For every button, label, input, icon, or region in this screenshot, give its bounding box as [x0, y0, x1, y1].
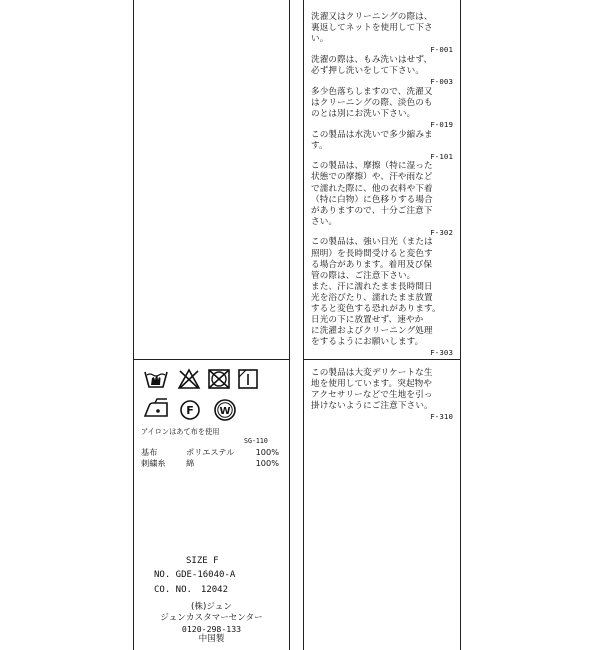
care-note-text: 洗濯の際は、もみ洗いはせず、 必ず押し洗いをして下さい。	[311, 54, 433, 76]
care-note	[311, 237, 455, 358]
phone-number: 0120-298-133	[181, 624, 242, 634]
care-note-text: 多少色落ちしますので、洗濯又 はクリーニングの際、淡色のも のとは別にお洗い下さい。	[311, 86, 433, 119]
country-of-origin: 中国製	[198, 634, 225, 644]
company-name: (株)ジュン	[191, 602, 232, 612]
customer-center: ジュンカスタマーセンター	[160, 613, 263, 623]
fabric-percent: 100%	[255, 457, 279, 468]
fabric-material: ポリエステル	[186, 447, 235, 457]
no-bleach-icon	[177, 368, 201, 390]
dry-clean-letter: F	[186, 404, 194, 417]
fabric-material: 綿	[186, 457, 195, 468]
care-symbols	[141, 368, 281, 432]
color-number: CO. NO. 12042	[154, 585, 229, 595]
delicate-note	[311, 368, 455, 422]
care-note-text: この製品は、摩擦（特に湿った 状態での摩擦）や、汗や雨など で濡れた際に、他の衣料や下着 （特に白物）に色移りする場合 がありますので、十分ご注意下 さい。	[311, 161, 433, 227]
care-note-text: この製品は、強い日光（または 照明）を長時間受けると変色す る場合があります。着用及び保 管の際は、ご注意下さい。 また、汗に濡れたまま長時間日 光を浴びたり、濡れたまま放置 すると変色する恐れがあります。 日光の下に放置せず、速やか に洗濯およびクリーニング処理 をするようにお願いします。	[311, 237, 441, 348]
care-note-text: この製品は大変デリケートな生 地を使用しています。突起物や アクセサリーなどで生地を引っ 掛けないようにご注意下さい。	[311, 368, 433, 412]
iron-note: アイロンはあて布を使用	[141, 427, 220, 436]
divider	[304, 359, 460, 360]
fabric-part: 基布	[141, 447, 158, 457]
care-note	[311, 161, 455, 237]
care-note	[311, 12, 455, 55]
care-note-text: 洗濯又はクリーニングの際は、 裏返してネットを使用して下さ い。	[311, 12, 433, 45]
care-note-text: この製品は水洗いで多少縮みま す。	[311, 129, 433, 151]
care-note-code: F-310	[430, 412, 453, 422]
wet-clean-letter: W	[219, 406, 231, 417]
care-note-code: F-101	[430, 151, 453, 161]
fabric-row	[141, 447, 279, 458]
size: SIZE F	[186, 556, 219, 566]
care-note	[311, 130, 455, 162]
iron-code: SG-110	[244, 437, 268, 445]
no-tumble-dry-icon	[207, 368, 231, 390]
care-note-code: F-302	[430, 227, 453, 237]
dry-clean-f-icon	[179, 399, 201, 421]
care-note	[311, 87, 455, 130]
care-note-code: F-019	[430, 119, 453, 129]
fabric-composition	[141, 447, 279, 468]
divider	[134, 359, 289, 360]
fabric-row	[141, 458, 279, 469]
iron-low-icon	[141, 398, 173, 420]
fabric-percent: 100%	[255, 447, 279, 457]
line-dry-shade-icon	[237, 368, 259, 390]
care-note-code: F-003	[430, 77, 453, 87]
care-notes	[311, 12, 455, 358]
care-note-code: F-303	[430, 348, 453, 358]
care-note	[311, 368, 455, 422]
care-note-code: F-001	[430, 45, 453, 55]
fabric-part: 刺繍糸	[141, 457, 166, 468]
left-care-label	[133, 0, 290, 650]
hand-wash-icon	[143, 368, 169, 390]
wet-clean-w-icon	[213, 398, 237, 422]
care-note	[311, 55, 455, 87]
right-care-label	[303, 0, 461, 650]
product-number: NO. GDE-16040-A	[154, 570, 236, 580]
